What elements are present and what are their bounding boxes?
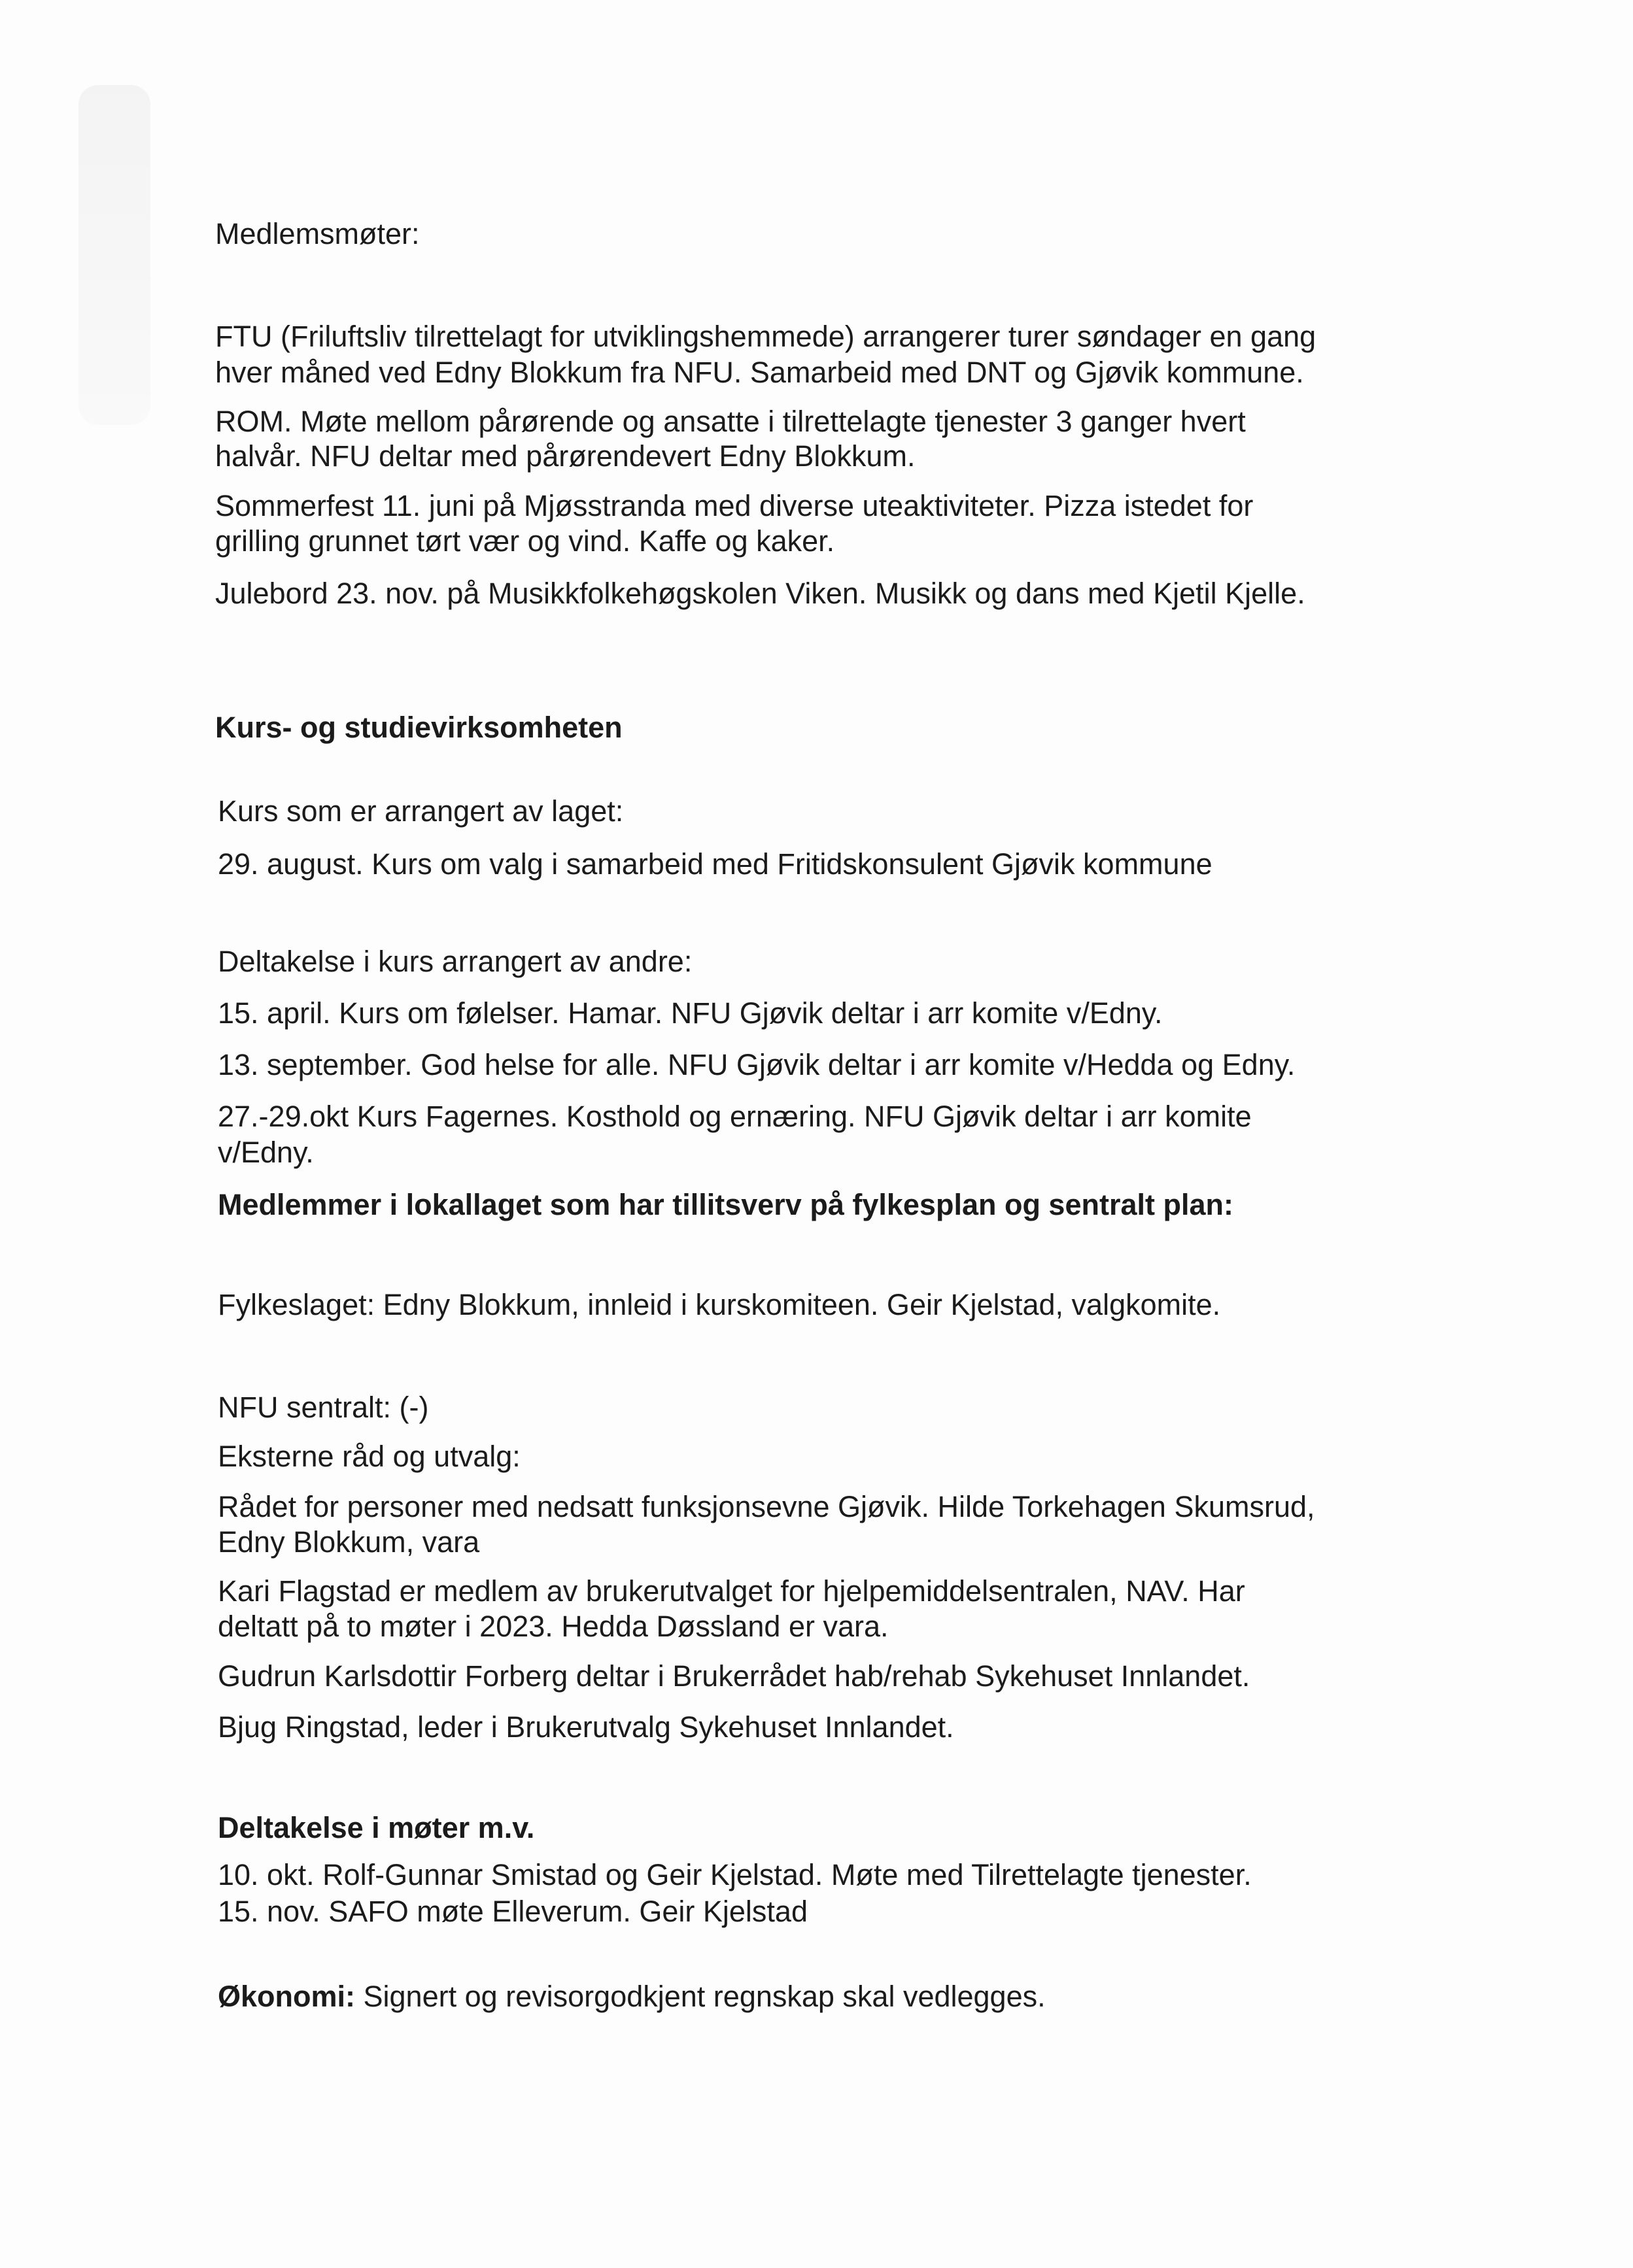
kari-line-2: deltatt på to møter i 2023. Hedda Døssland er vara. [218, 1610, 889, 1643]
okonomi-line [218, 1978, 1046, 2014]
rom-line-2: halvår. NFU deltar med pårørendevert Edny Blokkum. [215, 439, 916, 473]
gudrun-line: Gudrun Karlsdottir Forberg deltar i Brukerrådet hab/rehab Sykehuset Innlandet. [218, 1659, 1250, 1693]
kurs-lag-label: Kurs som er arrangert av laget: [218, 794, 624, 828]
moter-item-2: 15. nov. SAFO møte Elleverum. Geir Kjelstad [218, 1895, 808, 1928]
kurs-andre-item-3-line-2: v/Edny. [218, 1136, 314, 1169]
moter-item-1: 10. okt. Rolf-Gunnar Smistad og Geir Kjelstad. Møte med Tilrettelagte tjenester. [218, 1858, 1252, 1891]
okonomi-text: Signert og revisorgodkjent regnskap skal vedlegges. [355, 1980, 1046, 2013]
bjug-line: Bjug Ringstad, leder i Brukerutvalg Sykehuset Innlandet. [218, 1710, 954, 1744]
ftu-line-2: hver måned ved Edny Blokkum fra NFU. Samarbeid med DNT og Gjøvik kommune. [215, 356, 1304, 389]
julebord-line: Julebord 23. nov. på Musikkfolkehøgskolen Viken. Musikk og dans med Kjetil Kjelle. [215, 577, 1305, 610]
ftu-line-1: FTU (Friluftsliv tilrettelagt for utviklingshemmede) arrangerer turer søndager en gang [215, 320, 1316, 353]
radet-line-2: Edny Blokkum, vara [218, 1525, 480, 1559]
okonomi-label: Økonomi: [218, 1980, 355, 2013]
eksterne-label: Eksterne råd og utvalg: [218, 1440, 521, 1473]
tillitsverv-heading: Medlemmer i lokallaget som har tillitsverv på fylkesplan og sentralt plan: [218, 1188, 1233, 1221]
scan-shadow [78, 85, 150, 425]
kurs-andre-item-1: 15. april. Kurs om følelser. Hamar. NFU Gjøvik deltar i arr komite v/Edny. [218, 996, 1163, 1030]
moter-heading: Deltakelse i møter m.v. [218, 1811, 535, 1844]
kurs-andre-label: Deltakelse i kurs arrangert av andre: [218, 945, 693, 978]
kurs-andre-item-3-line-1: 27.-29.okt Kurs Fagernes. Kosthold og ernæring. NFU Gjøvik deltar i arr komite [218, 1100, 1252, 1133]
kurs-lag-item-1: 29. august. Kurs om valg i samarbeid med Fritidskonsulent Gjøvik kommune [218, 847, 1212, 881]
rom-line-1: ROM. Møte mellom pårørende og ansatte i tilrettelagte tjenester 3 ganger hvert [215, 405, 1246, 438]
sommerfest-line-2: grilling grunnet tørt vær og vind. Kaffe og kaker. [215, 524, 835, 558]
sommerfest-line-1: Sommerfest 11. juni på Mjøsstranda med diverse uteaktiviteter. Pizza istedet for [215, 489, 1254, 522]
nfu-sentralt-line: NFU sentralt: (-) [218, 1391, 429, 1424]
radet-line-1: Rådet for personer med nedsatt funksjonsevne Gjøvik. Hilde Torkehagen Skumsrud, [218, 1490, 1315, 1523]
kurs-andre-item-2: 13. september. God helse for alle. NFU Gjøvik deltar i arr komite v/Hedda og Edny. [218, 1048, 1296, 1081]
fylkeslaget-line: Fylkeslaget: Edny Blokkum, innleid i kurskomiteen. Geir Kjelstad, valgkomite. [218, 1288, 1221, 1321]
kurs-heading: Kurs- og studievirksomheten [215, 711, 623, 744]
kari-line-1: Kari Flagstad er medlem av brukerutvalget for hjelpemiddelsentralen, NAV. Har [218, 1574, 1245, 1608]
medlemsmoter-heading: Medlemsmøter: [215, 217, 420, 250]
